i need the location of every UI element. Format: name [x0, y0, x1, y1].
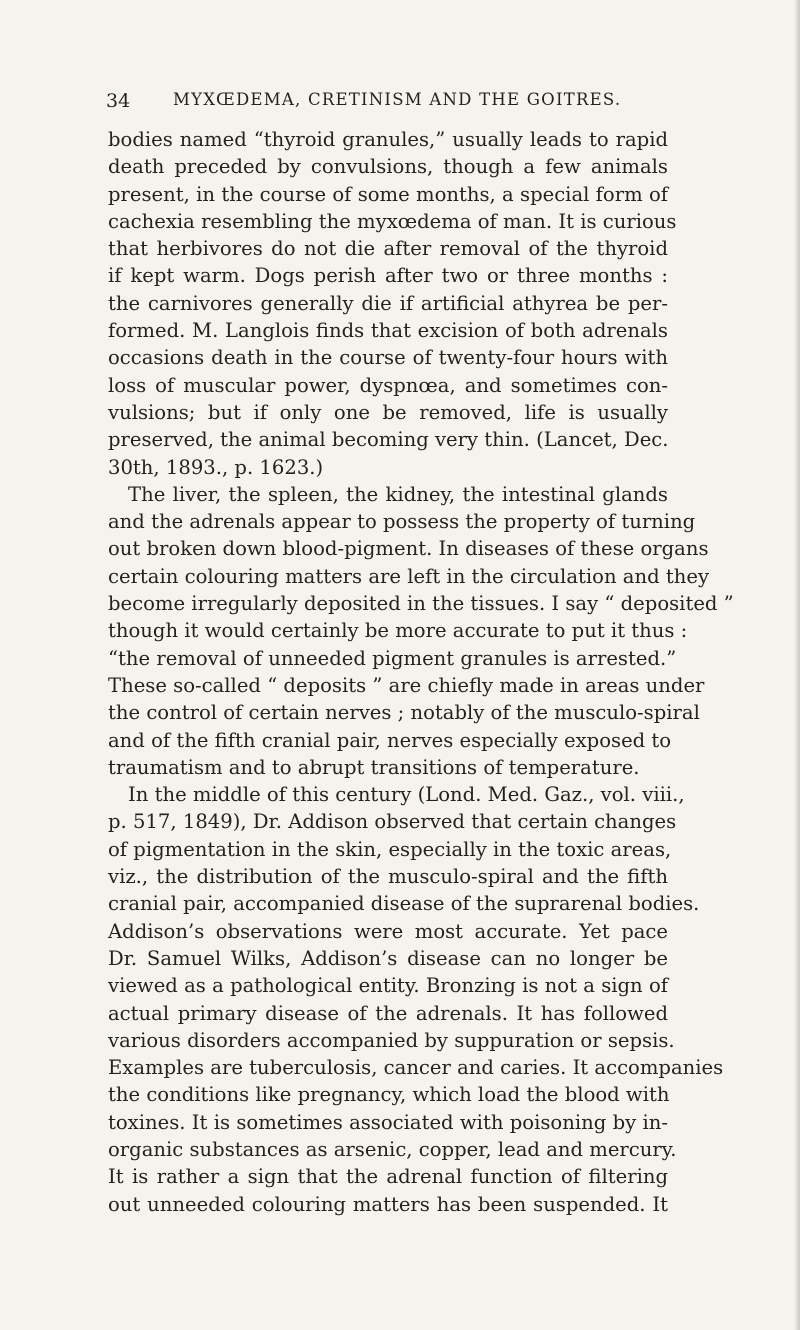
- text-line: death preceded by convulsions, though a few animals: [108, 155, 668, 179]
- text-line: organic substances as arsenic, copper, lead and mercury.: [108, 1137, 677, 1161]
- text-line: the conditions like pregnancy, which load the blood with: [108, 1083, 670, 1107]
- text-line: Addison’s observations were most accurate. Yet pace: [108, 919, 668, 943]
- text-line: cranial pair, accompanied disease of the suprarenal bodies.: [108, 892, 700, 916]
- text-line: viz., the distribution of the musculo-spiral and the fifth: [108, 865, 668, 889]
- text-line: occasions death in the course of twenty-four hours with: [108, 346, 668, 370]
- text-line: cachexia resembling the myxœdema of man. It is curious: [108, 209, 677, 233]
- text-line: if kept warm. Dogs perish after two or three months :: [108, 264, 668, 288]
- text-line: of pigmentation in the skin, especially in the toxic areas,: [108, 837, 672, 861]
- text-line: traumatism and to abrupt transitions of temperature.: [108, 755, 640, 779]
- text-line: Dr. Samuel Wilks, Addison’s disease can no longer be: [108, 946, 668, 970]
- text-line: the carnivores generally die if artificial athyrea be per-: [108, 291, 668, 315]
- text-line: “the removal of unneeded pigment granules is arrested.”: [108, 646, 677, 670]
- text-line: and the adrenals appear to possess the property of turning: [108, 510, 696, 534]
- text-line: various disorders accompanied by suppuration or sepsis.: [108, 1028, 675, 1052]
- text-line: that herbivores do not die after removal of the thyroid: [108, 237, 668, 261]
- text-line: preserved, the animal becoming very thin. (Lancet, Dec.: [108, 428, 669, 452]
- running-title: MYXŒDEMA, CRETINISM AND THE GOITRES.: [173, 90, 622, 109]
- page-number: 34: [106, 90, 131, 112]
- text-line: These so-called “ deposits ” are chiefly made in areas under: [108, 673, 705, 697]
- text-line: actual primary disease of the adrenals. It has followed: [108, 1001, 668, 1025]
- text-line: bodies named “thyroid granules,” usually leads to rapid: [108, 128, 668, 151]
- text-line: In the middle of this century (Lond. Med. Gaz., vol. viii.,: [128, 783, 685, 807]
- text-line: toxines. It is sometimes associated with poisoning by in-: [108, 1110, 668, 1134]
- text-line: Examples are tuberculosis, cancer and caries. It accompanies: [108, 1056, 724, 1080]
- text-line: become irregularly deposited in the tissues. I say “ deposited ”: [108, 592, 734, 616]
- text-line: out unneeded colouring matters has been suspended. It: [108, 1192, 668, 1216]
- text-line: certain colouring matters are left in the circulation and they: [108, 564, 710, 588]
- text-line: viewed as a pathological entity. Bronzing is not a sign of: [108, 974, 668, 998]
- running-head: [0, 90, 800, 116]
- text-line: It is rather a sign that the adrenal function of filtering: [108, 1165, 668, 1189]
- text-line: p. 517, 1849), Dr. Addison observed that certain changes: [108, 810, 677, 834]
- text-line: out broken down blood-pigment. In diseases of these organs: [108, 537, 709, 561]
- body-text: [108, 126, 734, 1218]
- text-line: the control of certain nerves ; notably of the musculo-spiral: [108, 701, 700, 725]
- text-line: The liver, the spleen, the kidney, the intestinal glands: [128, 482, 668, 506]
- text-line: vulsions; but if only one be removed, life is usually: [108, 400, 668, 424]
- text-line: formed. M. Langlois finds that excision of both adrenals: [108, 319, 668, 343]
- text-line: 30th, 1893., p. 1623.): [108, 455, 324, 479]
- text-line: loss of muscular power, dyspnœa, and sometimes con-: [108, 373, 668, 397]
- text-line: present, in the course of some months, a special form of: [108, 182, 668, 206]
- text-line: and of the fifth cranial pair, nerves especially exposed to: [108, 728, 672, 752]
- text-line: though it would certainly be more accurate to put it thus :: [108, 619, 688, 643]
